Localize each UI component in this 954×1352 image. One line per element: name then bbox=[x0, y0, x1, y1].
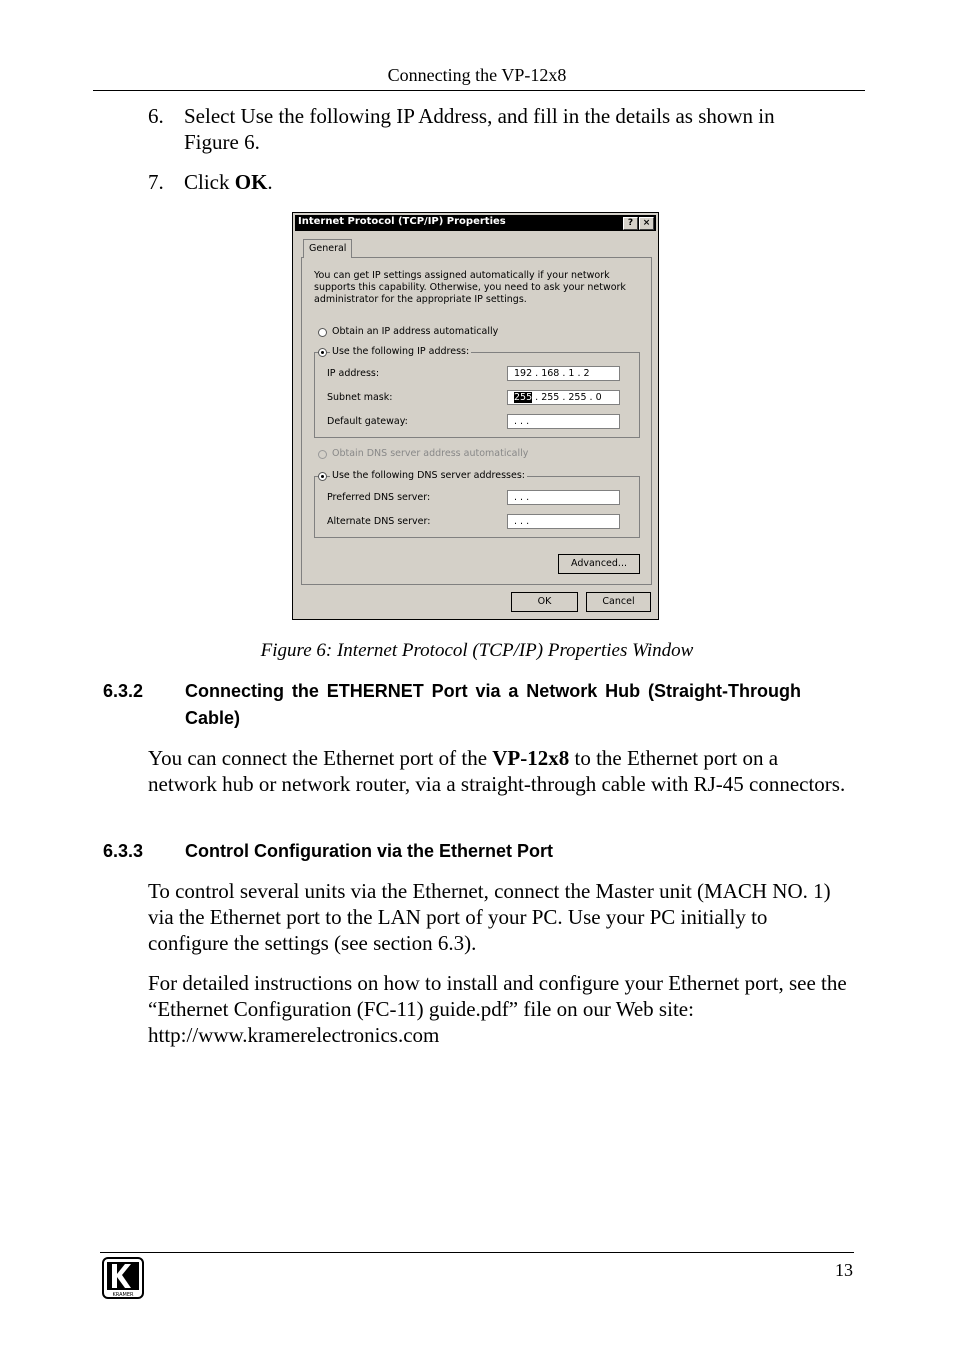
step-text-post: . bbox=[267, 170, 273, 194]
subnet-mask-label: Subnet mask: bbox=[327, 392, 393, 403]
obtain-dns-radio[interactable] bbox=[318, 450, 327, 459]
ip-address-field[interactable]: 192 . 168 . 1 . 2 bbox=[507, 366, 620, 381]
step-number: 6. bbox=[148, 104, 164, 128]
section-number-633: 6.3.3 bbox=[103, 841, 144, 861]
para-post: to the Ethernet port on a network hub or network router, via a straight-through cable with RJ-45 connectors. bbox=[148, 746, 846, 796]
tcpip-properties-dialog bbox=[292, 212, 659, 620]
subnet-mask-field[interactable] bbox=[507, 390, 620, 405]
use-dns-radio[interactable] bbox=[318, 472, 327, 481]
running-header: Connecting the VP-12x8 bbox=[387, 65, 567, 85]
dialog-title: Internet Protocol (TCP/IP) Properties bbox=[298, 216, 506, 227]
section-title-633: Control Configuration via the Ethernet Port bbox=[185, 841, 553, 861]
para-pre: You can connect the Ethernet port of the bbox=[148, 746, 493, 770]
preferred-dns-field[interactable]: . . . bbox=[507, 490, 620, 505]
subnet-rest: . 255 . 255 . 0 bbox=[532, 392, 602, 403]
section-632-paragraph bbox=[148, 745, 848, 797]
page-number: 13 bbox=[835, 1260, 853, 1280]
cancel-button[interactable]: Cancel bbox=[586, 592, 651, 612]
close-button[interactable]: × bbox=[639, 217, 654, 230]
obtain-ip-radio[interactable] bbox=[318, 328, 327, 337]
step-text: Select Use the following IP Address, and fill in the details as shown in Figure 6. bbox=[184, 104, 775, 154]
section-number-632: 6.3.2 bbox=[103, 681, 144, 701]
step-text-pre: Click bbox=[184, 170, 235, 194]
dns-group bbox=[314, 476, 640, 538]
use-ip-radio[interactable] bbox=[318, 348, 327, 357]
footer-rule bbox=[100, 1252, 854, 1253]
use-ip-label: Use the following IP address: bbox=[332, 346, 470, 357]
alternate-dns-label: Alternate DNS server: bbox=[327, 516, 431, 527]
obtain-dns-label: Obtain DNS server address automatically bbox=[332, 448, 529, 459]
step-text bbox=[184, 169, 834, 195]
general-panel bbox=[301, 257, 652, 585]
step-text-bold: OK bbox=[234, 170, 268, 194]
figure-caption: Figure 6: Internet Protocol (TCP/IP) Properties Window bbox=[260, 640, 694, 661]
kramer-logo-icon bbox=[102, 1257, 144, 1299]
header-rule bbox=[93, 90, 865, 91]
intro-text: You can get IP settings assigned automatically if your network supports this capability. Otherwise, you need to ask your network administrator for the appropriate IP settings. bbox=[314, 270, 626, 305]
section-title-632: Connecting the ETHERNET Port via a Network Hub (Straight-Through Cable) bbox=[185, 681, 801, 728]
ip-address-label: IP address: bbox=[327, 368, 380, 379]
step-number: 7. bbox=[148, 170, 164, 194]
section-633-paragraph-1: To control several units via the Ethernet, connect the Master unit (MACH NO. 1) via the Ethernet port to the LAN port of your PC. Use your PC initially to configure the settings (see section 6.3). bbox=[148, 879, 831, 955]
default-gateway-label: Default gateway: bbox=[327, 416, 408, 427]
subnet-selected-octet: 255 bbox=[514, 392, 533, 403]
advanced-button[interactable]: Advanced... bbox=[558, 554, 640, 574]
tab-general[interactable]: General bbox=[303, 239, 352, 258]
ip-group bbox=[314, 352, 640, 438]
obtain-ip-label: Obtain an IP address automatically bbox=[332, 326, 499, 337]
section-633-paragraph-2: For detailed instructions on how to install and configure your Ethernet port, see the “Ethernet Configuration (FC-11) guide.pdf” file on our Web site: http://www.kramerelectronics.com bbox=[148, 971, 847, 1047]
default-gateway-field[interactable]: . . . bbox=[507, 414, 620, 429]
svg-text:KRAMER: KRAMER bbox=[112, 1292, 134, 1298]
para-product: VP-12x8 bbox=[492, 746, 570, 770]
ok-button[interactable]: OK bbox=[511, 592, 578, 612]
alternate-dns-field[interactable]: . . . bbox=[507, 514, 620, 529]
help-button[interactable]: ? bbox=[623, 217, 638, 230]
use-dns-label: Use the following DNS server addresses: bbox=[332, 470, 525, 481]
dialog-titlebar bbox=[295, 215, 656, 231]
preferred-dns-label: Preferred DNS server: bbox=[327, 492, 431, 503]
